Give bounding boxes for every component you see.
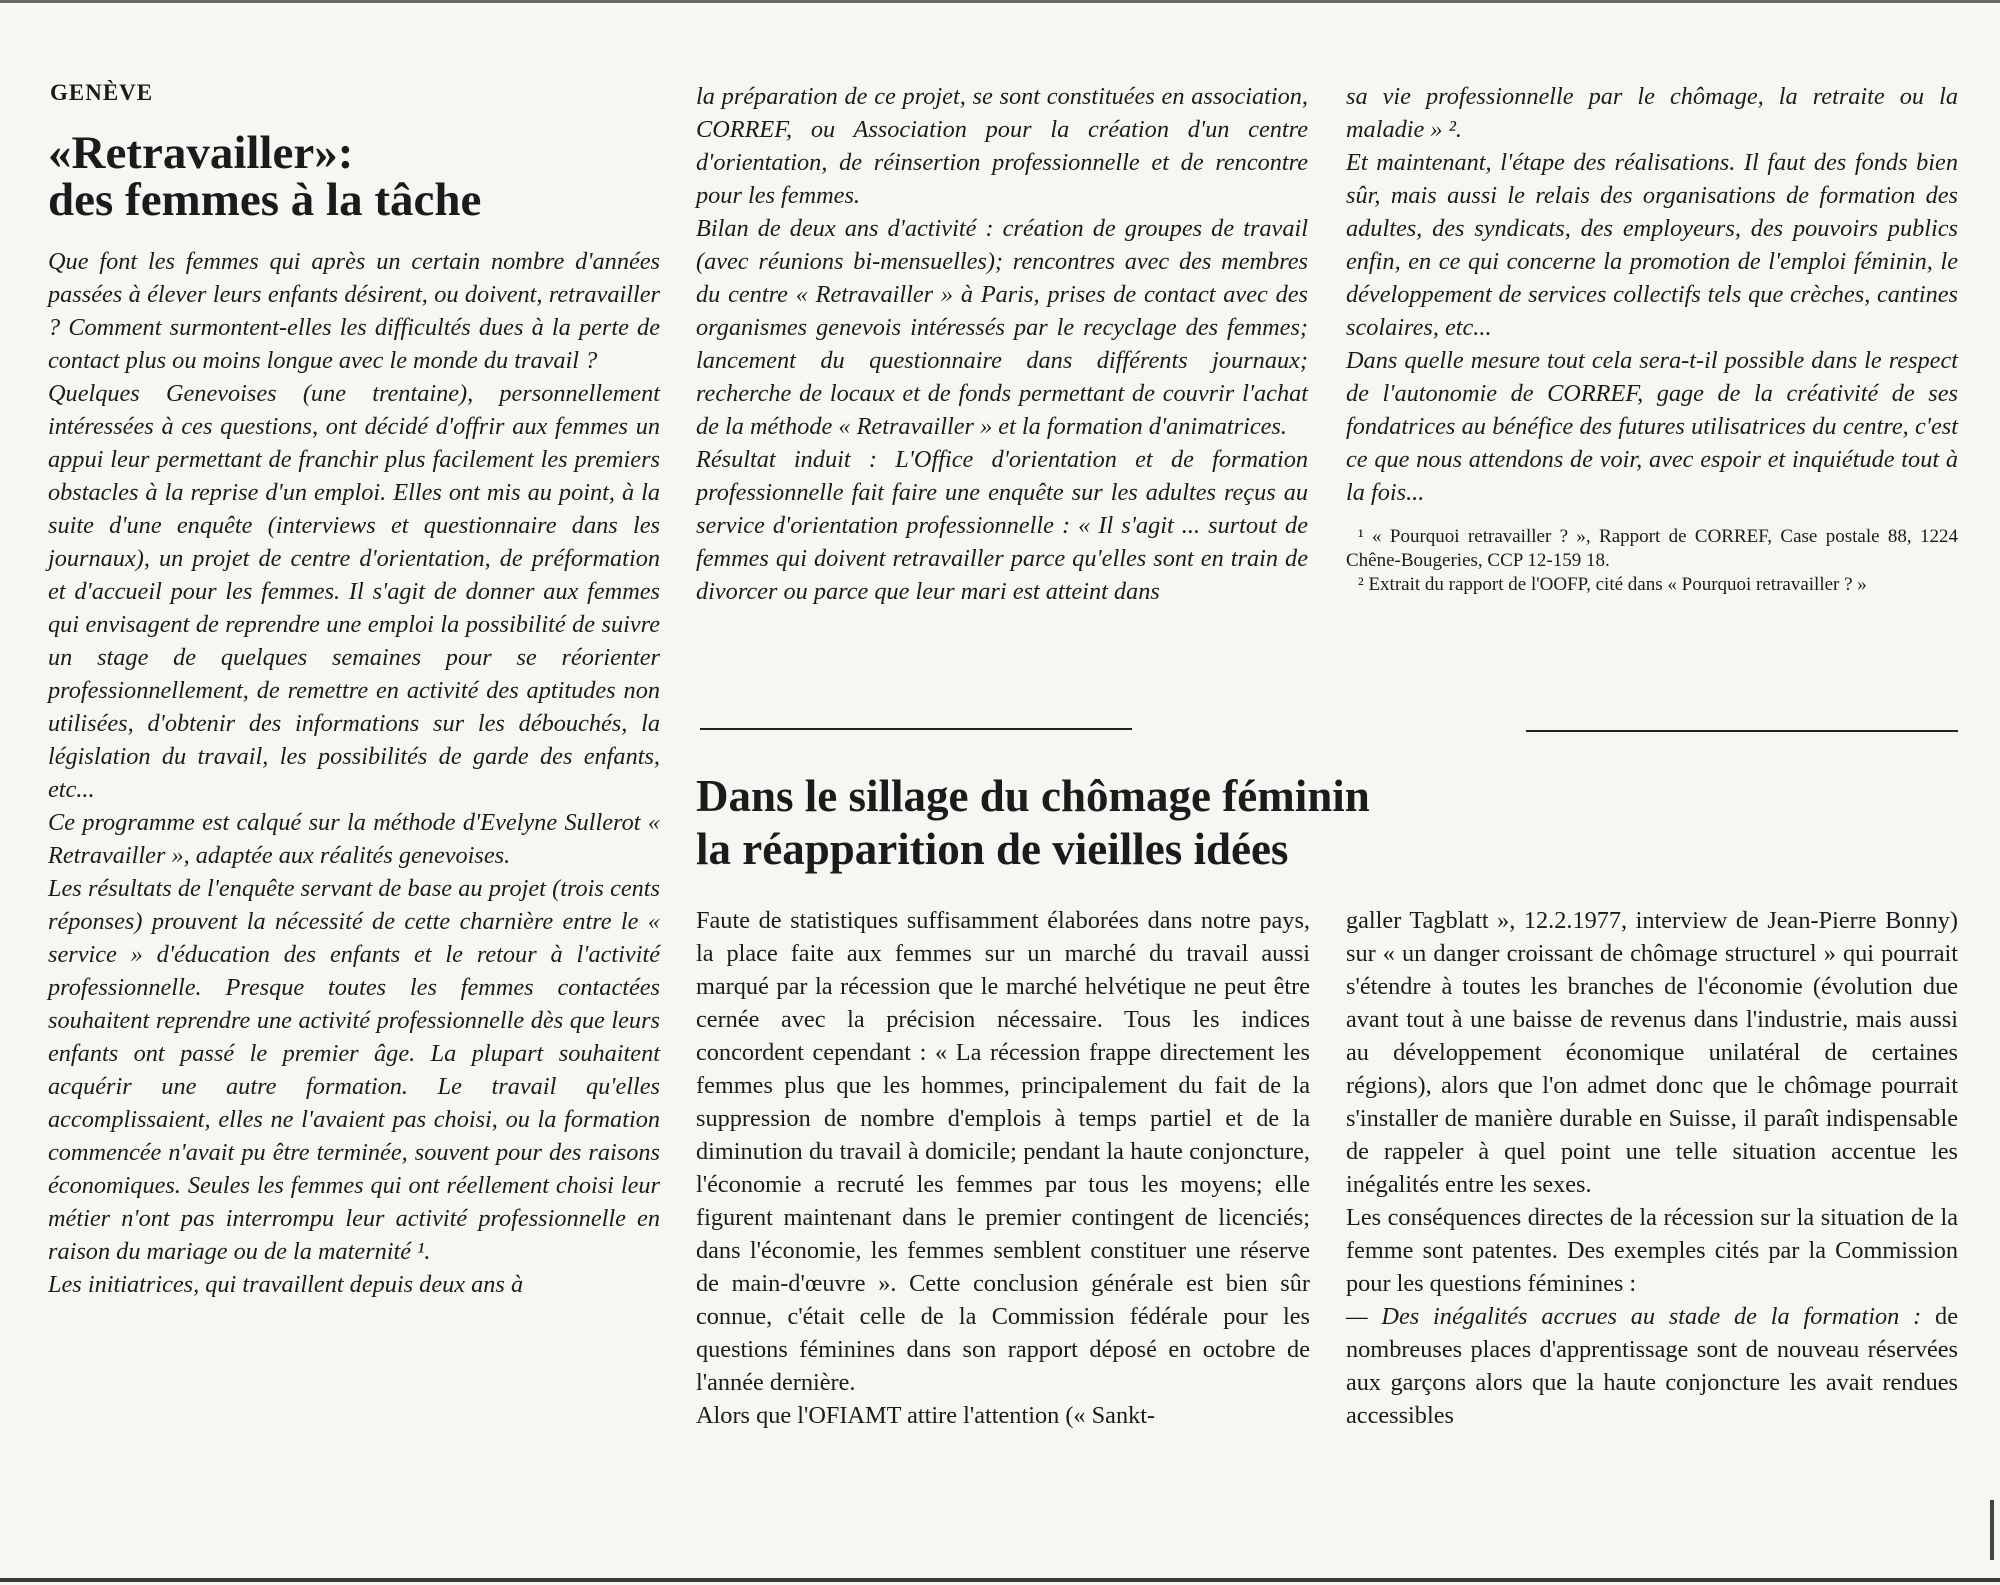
article2-paragraph: Alors que l'OFIAMT attire l'attention (« Sankt- — [696, 1402, 1156, 1429]
article1-paragraph: la préparation de ce projet, se sont constituées en association, CORREF, ou Association pour la création d'un centre d'orientation, de réinsertion professionnelle et de rencontre pour les femmes. — [696, 83, 1308, 209]
article1-paragraph: Quelques Genevoises (une trentaine), personnellement intéressées à ces questions, ont décidé d'offrir aux femmes un appui leur permettant de franchir plus facilement les premiers obstacles à la reprise d'un emploi. Elles ont mis au point, à la suite d'une enquête (interviews et questionnaire dans les journaux), un projet de centre d'orientation, de préformation et d'accueil pour les femmes. Il s'agit de donner aux femmes qui envisagent de reprendre une emploi la possibilité de suivre un stage de quelques semaines pour se réorienter professionnellement, de remettre en activité des aptitudes non utilisées, d'obtenir des informations sur les débouchés, la législation du travail, les possibilités de garde des enfants, etc... — [48, 380, 660, 803]
bottom-rule — [0, 1578, 2000, 1582]
article1-paragraph: sa vie professionnelle par le chômage, la retraite ou la maladie » ². — [1346, 83, 1958, 143]
column-separator-rule — [700, 728, 1132, 730]
article2-headline-line1: Dans le sillage du chômage féminin — [696, 771, 1370, 821]
article1-headline-line1: «Retravailler»: — [48, 127, 354, 179]
article1-paragraph: Dans quelle mesure tout cela sera-t-il possible dans le respect de l'autonomie de CORREF, gage de la créativité de ses fondatrices au bénéfice des futures utilisatrices du centre, c'est ce que nous attendons de voir, avec espoir et inquiétude tout à la fois... — [1346, 347, 1958, 506]
article1-headline — [48, 127, 668, 226]
list-item-label: — Des inégalités accrues au stade de la formation : — [1346, 1303, 1922, 1330]
article2-paragraph: Faute de statistiques suffisamment élaborées dans notre pays, la place faite aux femmes sur un marché du travail aussi marqué par la récession que le marché helvétique ne peut être cernée avec la précision nécessaire. Tous les indices concordent cependant : « La récession frappe directement les femmes plus que les hommes, principalement du fait de la suppression de nombre d'emplois à temps partiel et de la diminution du travail à domicile; pendant la haute conjoncture, l'économie a recruté les femmes par tous les moyens; elle figurent maintenant dans le premier contingent de licenciés; dans l'économie, les femmes semblent constituer une réserve de main-d'œuvre ». Cette conclusion générale est bien sûr connue, c'était celle de la Commission fédérale pour les questions féminines dans son rapport déposé en octobre de l'année dernière. — [696, 907, 1310, 1396]
list-item-text: de nombreuses places d'apprentissage sont de nouveau réservées aux garçons alors que la haute conjoncture les avait rendues accessibles — [1346, 1303, 1958, 1429]
column-separator-rule — [1526, 730, 1958, 732]
article1-paragraph: Que font les femmes qui après un certain nombre d'années passées à élever leurs enfants désirent, ou doivent, retravailler ? Comment surmontent-elles les difficultés dues à la perte de contact plus ou moins longue avec le monde du travail ? — [48, 248, 660, 374]
article2-paragraph: Les conséquences directes de la récession sur la situation de la femme sont patentes. Des exemples cités par la Commission pour les questions féminines : — [1346, 1204, 1958, 1297]
article1-paragraph: Et maintenant, l'étape des réalisations. Il faut des fonds bien sûr, mais aussi le relais des organisations de formation des adultes, des syndicats, des employeurs, des pouvoirs publics enfin, en ce qui concerne la promotion de l'emploi féminin, le développement de services collectifs tels que crèches, cantines scolaires, etc... — [1346, 149, 1958, 341]
article1-paragraph: Résultat induit : L'Office d'orientation et de formation professionnelle fait faire une enquête sur les adultes reçus au service d'orientation professionnelle : « Il s'agit ... surtout de femmes qui doivent retravailler parce qu'elles sont en train de divorcer ou parce que leur mari est atteint dans — [696, 446, 1308, 605]
article1-column-1 — [48, 245, 660, 1301]
article1-column-3 — [1346, 80, 1958, 597]
footnote-2: ² Extrait du rapport de l'OOFP, cité dans « Pourquoi retravailler ? » — [1358, 574, 1867, 595]
article2-headline-line2: la réapparition de vieilles idées — [696, 824, 1289, 874]
article1-headline-line2: des femmes à la tâche — [48, 174, 482, 226]
top-rule — [0, 0, 2000, 3]
article1-paragraph: Ce programme est calqué sur la méthode d'Evelyne Sullerot « Retravailler », adaptée aux réalités genevoises. — [48, 809, 660, 869]
article1-paragraph: Bilan de deux ans d'activité : création de groupes de travail (avec réunions bi-mensuelles); rencontres avec des membres du centre « Retravailler » à Paris, prises de contact avec des organismes genevois intéressés par le recyclage des femmes; lancement du questionnaire dans différents journaux; recherche de locaux et de fonds permettant de couvrir l'achat de la méthode « Retravailler » et la formation d'animatrices. — [696, 215, 1308, 440]
article2-paragraph: galler Tagblatt », 12.2.1977, interview de Jean-Pierre Bonny) sur « un danger croissant de chômage structurel » qui pourrait s'étendre à toutes les branches de l'économie (évolution due avant tout à une baisse de revenus dans l'industrie, mais aussi au développement économique unilatéral de certaines régions), alors que l'on admet donc que le chômage pourrait s'installer de manière durable en Suisse, il paraît indispensable de rappeler à quel point une telle situation accentue les inégalités entre les sexes. — [1346, 907, 1958, 1198]
article2-headline — [696, 770, 1796, 876]
page-edge-mark — [1990, 1500, 1994, 1560]
footnote-1: ¹ « Pourquoi retravailler ? », Rapport de CORREF, Case postale 88, 1224 Chêne-Bougeries, CCP 12-159 18. — [1346, 526, 1958, 571]
section-kicker: GENÈVE — [50, 80, 154, 105]
article1-column-2 — [696, 80, 1308, 608]
article2-column-1 — [696, 904, 1310, 1432]
article2-list-item — [1346, 1300, 1958, 1432]
article1-paragraph: Les initiatrices, qui travaillent depuis deux ans à — [48, 1271, 524, 1298]
article2-column-2 — [1346, 904, 1958, 1432]
article1-paragraph: Les résultats de l'enquête servant de base au projet (trois cents réponses) prouvent la nécessité de cette charnière entre le « service » d'éducation des enfants et le retour à l'activité professionnelle. Presque toutes les femmes contactées souhaitent reprendre une activité professionnelle dès que leurs enfants ont passé le premier âge. La plupart souhaitent acquérir une autre formation. Le travail qu'elles accomplissaient, elles ne l'avaient pas choisi, ou la formation commencée n'avait pu être terminée, souvent pour des raisons économiques. Seules les femmes qui ont réellement choisi leur métier n'ont pas interrompu leur activité professionnelle en raison du mariage ou de la maternité ¹. — [48, 875, 660, 1265]
